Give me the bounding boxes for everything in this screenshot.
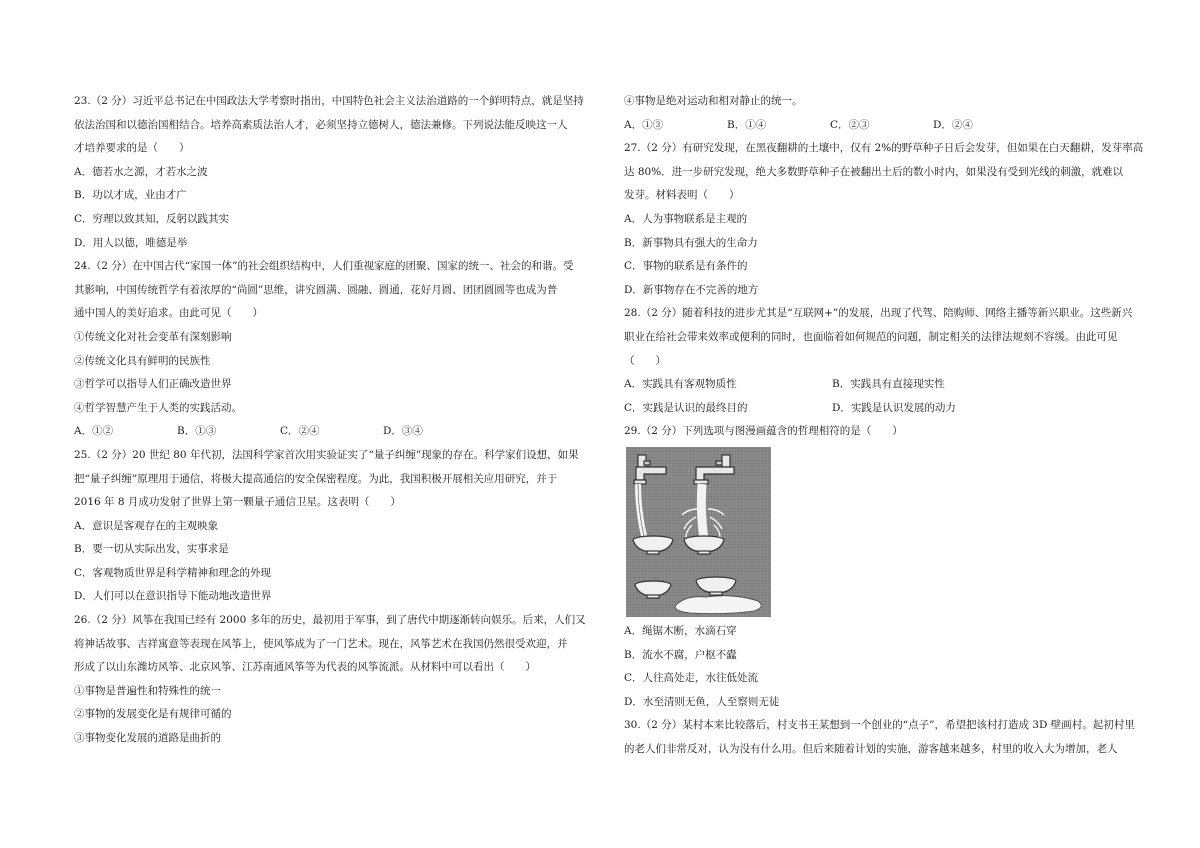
question-26-continued — [624, 90, 1129, 137]
question-stem-line: 才培养要求的是（ ） — [74, 142, 190, 155]
statement-4: ④事物是绝对运动和相对静止的统一。 — [624, 95, 803, 107]
statement-2: ②传统文化具有鲜明的民族性 — [74, 354, 211, 367]
question-24 — [74, 255, 589, 444]
right-column — [624, 90, 1144, 761]
option-c: C．穷理以致其知，反躬以践其实 — [74, 212, 230, 225]
option-c: C．②④ — [280, 425, 320, 438]
statement-1: ①传统文化对社会变革有深刻影响 — [74, 330, 232, 343]
options-row — [624, 373, 1129, 397]
faucet-bowl-cartoon-image — [626, 447, 771, 617]
options-row — [74, 420, 589, 444]
option-a: A．意识是客观存在的主观映象 — [74, 519, 219, 532]
options-row — [624, 397, 1129, 421]
option-c: C．人往高处走，水往低处流 — [624, 672, 759, 685]
question-stem-line: 把“量子纠缠”原理用于通信，将极大提高通信的安全保密程度。为此，我国积极开展相关应用研究，并于 — [74, 472, 558, 485]
question-stem-line: （ ） — [624, 354, 666, 367]
left-column — [74, 90, 589, 751]
statement-3: ③哲学可以指导人们正确改造世界 — [74, 378, 232, 391]
question-25 — [74, 444, 589, 609]
question-stem-line: 职业在给社会带来效率或便利的同时，也面临着如何规范的问题，制定相关的法律法规刻不容缓。由此可见 — [624, 330, 1118, 343]
question-27 — [624, 137, 1144, 302]
question-stem-line: 达 80%．进一步研究发现，绝大多数野草种子在被翻出土后的数小时内，如果没有受到光线的刺激，就难以 — [624, 165, 1124, 178]
question-stem-line: 27.（2 分）有研究发现，在黑夜翻耕的土壤中，仅有 2%的野草种子日后会发芽，但如果在白天翻耕，发芽率高 — [624, 142, 1144, 155]
option-b: B．功以才成，业由才广 — [74, 189, 187, 202]
question-stem-line: 23.（2 分）习近平总书记在中国政法大学考察时指出，中国特色社会主义法治道路的一个鲜明特点，就是坚持 — [74, 95, 584, 107]
question-stem-line: 将神话故事、吉祥寓意等表现在风筝上，使风筝成为了一门艺术。现在，风筝艺术在我国仍然很受欢迎，并 — [74, 637, 568, 650]
option-d: D．水至清则无鱼，人至察则无徒 — [624, 695, 780, 708]
question-28 — [624, 302, 1133, 420]
question-stem-line: 发芽。材料表明（ ） — [624, 189, 740, 202]
question-stem-line: 28.（2 分）随着科技的进步尤其是“互联网+”的发展，出现了代驾、陪购师、网络主播等新兴职业。这些新兴 — [624, 307, 1133, 320]
question-stem-line: 30.（2 分）某村本来比较落后，村支书王某想到一个创业的“点子”，希望把该村打造成 3D 壁画村。起初村里 — [624, 719, 1135, 732]
option-c: C．事物的联系是有条件的 — [624, 260, 748, 273]
statement-2: ②事物的发展变化是有规律可循的 — [74, 708, 232, 721]
statement-1: ①事物是普遍性和特殊性的统一 — [74, 684, 221, 697]
option-d: D．实践是认识发展的动力 — [832, 401, 956, 414]
option-a: A．人为事物联系是主观的 — [624, 212, 748, 225]
statement-4: ④哲学智慧产生于人类的实践活动。 — [74, 401, 242, 414]
question-stem-line: 通中国人的美好追求。由此可见（ ） — [74, 307, 263, 320]
question-stem-line: 2016 年 8 月成功发射了世界上第一颗量子通信卫星。这表明（ ） — [74, 496, 401, 509]
question-stem-line: 形成了以山东潍坊风筝、北京风筝、江苏南通风筝等为代表的风筝流派。从材料中可以看出（ ） — [74, 661, 536, 674]
option-c: C．实践是认识的最终目的 — [624, 401, 748, 414]
statement-3: ③事物变化发展的道路是曲折的 — [74, 732, 221, 745]
question-stem-line: 29.（2 分）下列选项与图漫画蕴含的哲理相符的是（ ） — [624, 425, 903, 438]
option-d: D．新事物存在不完善的地方 — [624, 283, 759, 296]
question-29 — [624, 420, 1129, 714]
option-b: B．实践具有直接现实性 — [832, 378, 945, 391]
question-stem-line: 依法治国和以德治国相结合。培养高素质法治人才，必须坚持立德树人，德法兼修。下列说法能反映这一人 — [74, 118, 568, 131]
question-30 — [624, 714, 1135, 761]
option-a: A．实践具有客观物质性 — [624, 378, 737, 391]
faucet-bowl-cartoon-svg — [626, 447, 771, 617]
option-b: B．新事物具有强大的生命力 — [624, 236, 758, 249]
option-d: D．③④ — [383, 425, 423, 438]
options-row — [624, 114, 1129, 138]
option-a: A．①③ — [624, 118, 664, 131]
option-a: A．绳锯木断，水滴石穿 — [624, 624, 737, 637]
question-stem-line: 的老人们非常反对，认为没有什么用。但后来随着计划的实施，游客越来越多，村里的收入大为增加，老人 — [624, 742, 1118, 755]
option-d: D．②④ — [933, 118, 973, 131]
option-b: B．要一切从实际出发，实事求是 — [74, 543, 229, 556]
option-b: B．流水不腐，户枢不蠹 — [624, 648, 737, 661]
option-b: B．①③ — [177, 425, 217, 438]
question-26 — [74, 609, 589, 751]
option-d: D．用人以德，唯德是举 — [74, 236, 188, 249]
question-stem-line: 24.（2 分）在中国古代“家国一体”的社会组织结构中，人们重视家庭的团聚、国家的统一、社会的和谐。受 — [74, 260, 574, 273]
option-a: A．①② — [74, 425, 114, 438]
option-c: C．客观物质世界是科学精神和理念的外现 — [74, 566, 272, 579]
option-d: D．人们可以在意识指导下能动地改造世界 — [74, 590, 272, 603]
option-b: B．①④ — [727, 118, 767, 131]
option-a: A．德若水之源，才若水之波 — [74, 165, 208, 178]
question-stem-line: 26.（2 分）风筝在我国已经有 2000 多年的历史，最初用于军事，到了唐代中期逐渐转向娱乐。后来，人们又 — [74, 614, 586, 627]
option-c: C．②③ — [830, 118, 870, 131]
question-23 — [74, 90, 589, 255]
question-stem-line: 其影响，中国传统哲学有着浓厚的“尚圆”思维，讲究圆满、圆融、圆通，花好月圆、团团圆圆等也成为普 — [74, 283, 558, 296]
question-stem-line: 25.（2 分）20 世纪 80 年代初，法国科学家首次用实验证实了“量子纠缠”现象的存在。科学家们设想，如果 — [74, 448, 579, 461]
